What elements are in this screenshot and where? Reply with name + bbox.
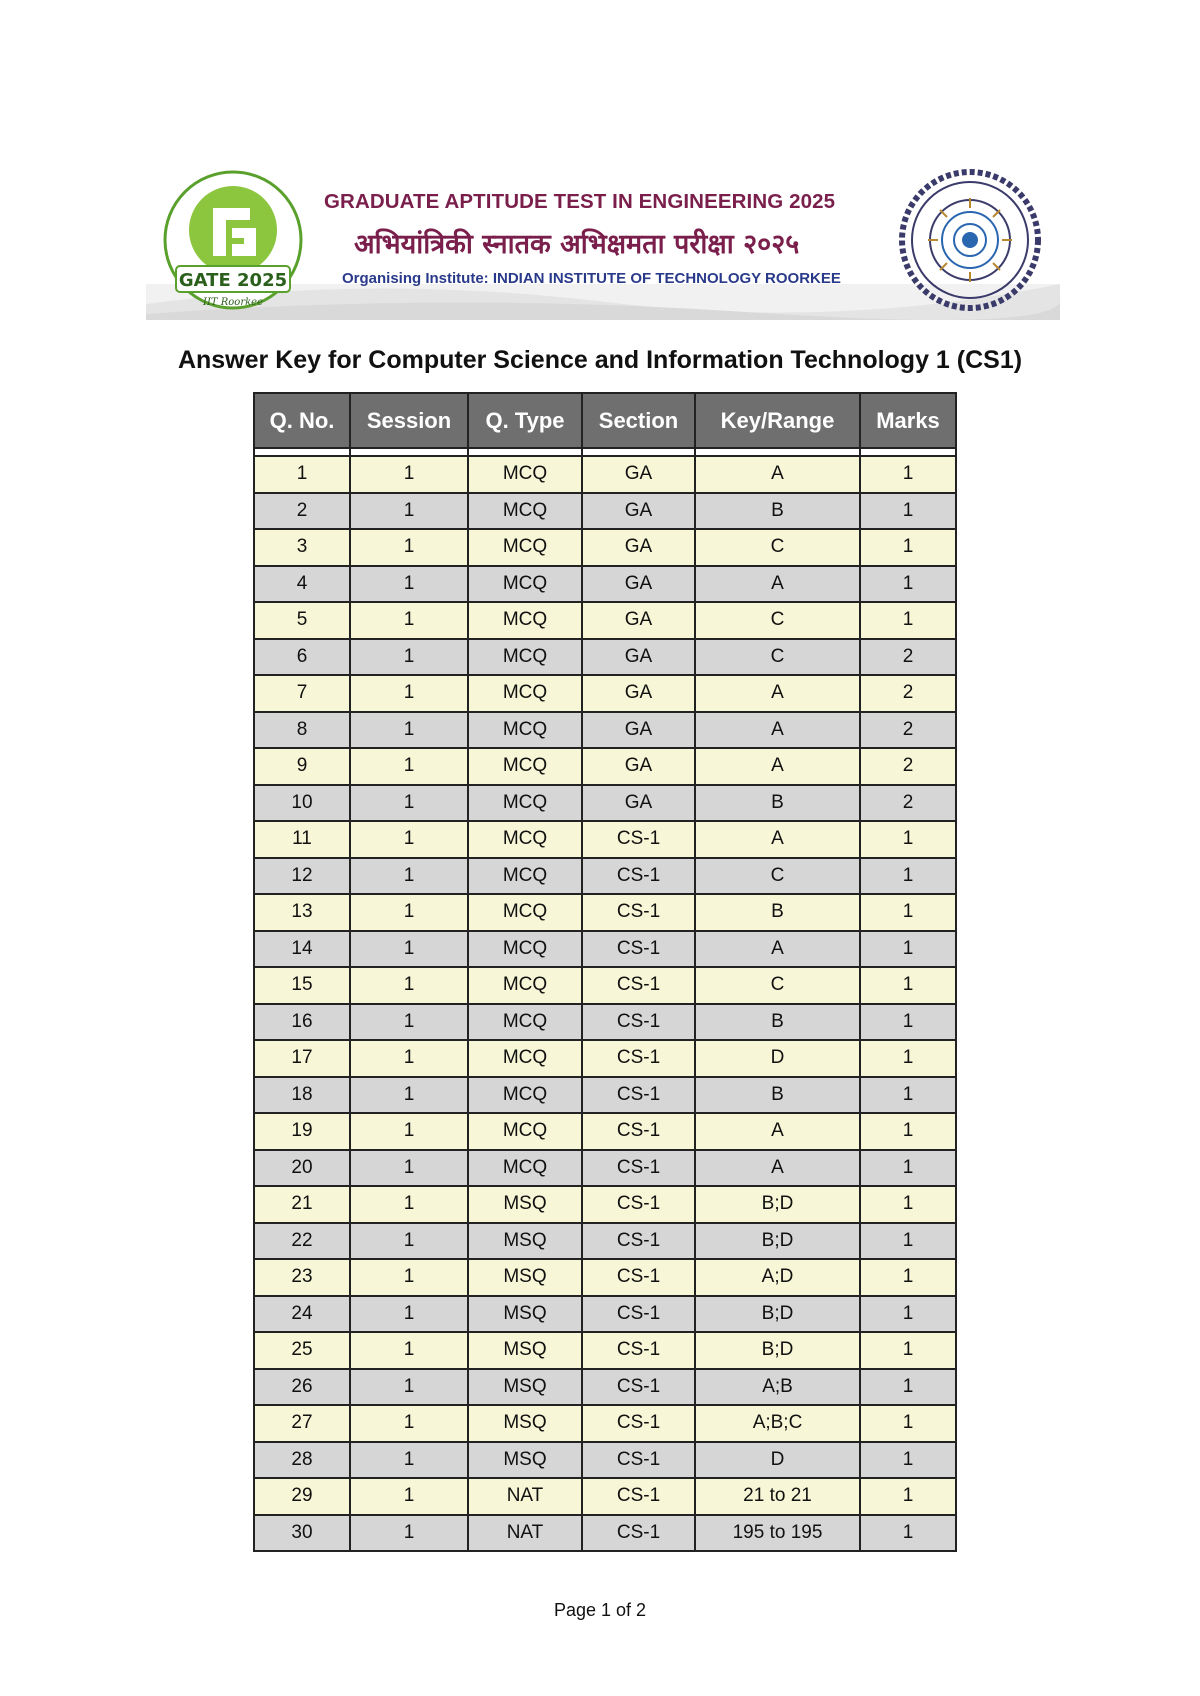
cell-marks: 2	[860, 785, 956, 822]
cell-section: GA	[582, 712, 695, 749]
cell-section: CS-1	[582, 858, 695, 895]
cell-session: 1	[350, 967, 468, 1004]
cell-session: 1	[350, 529, 468, 566]
cell-q-no: 26	[254, 1369, 350, 1406]
cell-section: CS-1	[582, 1259, 695, 1296]
cell-q-no: 3	[254, 529, 350, 566]
cell-marks: 1	[860, 821, 956, 858]
cell-section: CS-1	[582, 1442, 695, 1479]
cell-q-type: MSQ	[468, 1223, 582, 1260]
table-row	[254, 1004, 956, 1041]
table-row	[254, 602, 956, 639]
cell-section: CS-1	[582, 931, 695, 968]
cell-session: 1	[350, 493, 468, 530]
table-row	[254, 1113, 956, 1150]
table-row	[254, 1040, 956, 1077]
cell-key-range: C	[695, 858, 860, 895]
cell-q-no: 6	[254, 639, 350, 676]
cell-key-range: A	[695, 821, 860, 858]
cell-q-type: MCQ	[468, 602, 582, 639]
cell-marks: 1	[860, 1186, 956, 1223]
cell-section: GA	[582, 493, 695, 530]
cell-q-no: 22	[254, 1223, 350, 1260]
cell-session: 1	[350, 931, 468, 968]
cell-section: CS-1	[582, 1077, 695, 1114]
cell-marks: 1	[860, 967, 956, 1004]
cell-q-no: 4	[254, 566, 350, 603]
cell-marks: 1	[860, 1332, 956, 1369]
cell-q-no: 15	[254, 967, 350, 1004]
cell-q-no: 7	[254, 675, 350, 712]
cell-session: 1	[350, 1442, 468, 1479]
cell-q-type: MCQ	[468, 858, 582, 895]
table-row	[254, 1405, 956, 1442]
cell-session: 1	[350, 675, 468, 712]
answer-key-table	[253, 392, 957, 1552]
cell-session: 1	[350, 1150, 468, 1187]
header-session: Session	[350, 393, 468, 448]
gate-logo-text: GATE 2025	[178, 270, 288, 291]
cell-q-type: MSQ	[468, 1405, 582, 1442]
table-row	[254, 493, 956, 530]
cell-q-type: MSQ	[468, 1442, 582, 1479]
cell-marks: 1	[860, 931, 956, 968]
cell-q-type: MCQ	[468, 967, 582, 1004]
cell-session: 1	[350, 821, 468, 858]
cell-q-no: 5	[254, 602, 350, 639]
cell-session: 1	[350, 1405, 468, 1442]
cell-q-no: 25	[254, 1332, 350, 1369]
cell-marks: 1	[860, 566, 956, 603]
cell-marks: 1	[860, 493, 956, 530]
cell-key-range: A	[695, 1113, 860, 1150]
cell-key-range: B	[695, 1004, 860, 1041]
gate-banner	[146, 164, 1060, 320]
cell-session: 1	[350, 1296, 468, 1333]
cell-key-range: B;D	[695, 1332, 860, 1369]
cell-section: GA	[582, 785, 695, 822]
cell-key-range: A;B	[695, 1369, 860, 1406]
cell-section: GA	[582, 529, 695, 566]
header-spacer	[254, 448, 956, 456]
cell-session: 1	[350, 1332, 468, 1369]
banner-organiser: Organising Institute: INDIAN INSTITUTE OF TECHNOLOGY ROORKEE	[342, 270, 841, 287]
cell-q-no: 20	[254, 1150, 350, 1187]
cell-key-range: B	[695, 894, 860, 931]
cell-session: 1	[350, 456, 468, 493]
cell-q-no: 1	[254, 456, 350, 493]
cell-q-no: 23	[254, 1259, 350, 1296]
cell-q-no: 11	[254, 821, 350, 858]
cell-marks: 1	[860, 529, 956, 566]
cell-key-range: A	[695, 712, 860, 749]
cell-key-range: D	[695, 1442, 860, 1479]
cell-session: 1	[350, 639, 468, 676]
cell-section: GA	[582, 748, 695, 785]
cell-key-range: B;D	[695, 1223, 860, 1260]
table-row	[254, 1223, 956, 1260]
cell-section: GA	[582, 602, 695, 639]
cell-section: CS-1	[582, 894, 695, 931]
cell-q-type: MCQ	[468, 1040, 582, 1077]
cell-q-no: 10	[254, 785, 350, 822]
table-row	[254, 675, 956, 712]
cell-section: CS-1	[582, 1478, 695, 1515]
cell-section: GA	[582, 675, 695, 712]
cell-section: CS-1	[582, 1150, 695, 1187]
cell-session: 1	[350, 566, 468, 603]
cell-q-type: MCQ	[468, 639, 582, 676]
cell-session: 1	[350, 1004, 468, 1041]
cell-marks: 1	[860, 1296, 956, 1333]
table-row	[254, 566, 956, 603]
cell-q-no: 14	[254, 931, 350, 968]
cell-key-range: B	[695, 493, 860, 530]
table-row	[254, 456, 956, 493]
table-row	[254, 748, 956, 785]
cell-marks: 1	[860, 1515, 956, 1552]
table-row	[254, 1442, 956, 1479]
cell-session: 1	[350, 1515, 468, 1552]
cell-q-no: 16	[254, 1004, 350, 1041]
cell-key-range: B;D	[695, 1296, 860, 1333]
cell-marks: 1	[860, 1113, 956, 1150]
cell-q-no: 8	[254, 712, 350, 749]
cell-section: CS-1	[582, 1296, 695, 1333]
gate-logo-icon	[158, 168, 308, 316]
table-row	[254, 1332, 956, 1369]
cell-marks: 1	[860, 1478, 956, 1515]
table-row	[254, 639, 956, 676]
cell-marks: 2	[860, 748, 956, 785]
header-section: Section	[582, 393, 695, 448]
cell-session: 1	[350, 1077, 468, 1114]
cell-key-range: A;B;C	[695, 1405, 860, 1442]
cell-key-range: A	[695, 931, 860, 968]
cell-session: 1	[350, 602, 468, 639]
cell-key-range: A	[695, 456, 860, 493]
table-row	[254, 858, 956, 895]
cell-key-range: 195 to 195	[695, 1515, 860, 1552]
cell-q-no: 12	[254, 858, 350, 895]
cell-q-type: MSQ	[468, 1186, 582, 1223]
table-row	[254, 967, 956, 1004]
cell-marks: 1	[860, 858, 956, 895]
cell-q-type: MCQ	[468, 1113, 582, 1150]
table-row	[254, 821, 956, 858]
cell-q-type: NAT	[468, 1515, 582, 1552]
cell-section: CS-1	[582, 1040, 695, 1077]
cell-q-no: 19	[254, 1113, 350, 1150]
cell-key-range: C	[695, 639, 860, 676]
cell-section: CS-1	[582, 1113, 695, 1150]
table-row	[254, 1369, 956, 1406]
cell-section: CS-1	[582, 1515, 695, 1552]
table-row	[254, 529, 956, 566]
cell-marks: 1	[860, 1004, 956, 1041]
cell-q-type: MSQ	[468, 1259, 582, 1296]
cell-session: 1	[350, 712, 468, 749]
cell-q-no: 29	[254, 1478, 350, 1515]
table-row	[254, 1515, 956, 1552]
cell-session: 1	[350, 1478, 468, 1515]
banner-title: GRADUATE APTITUDE TEST IN ENGINEERING 2025	[324, 190, 836, 213]
banner-hindi-title: अभियांत्रिकी स्नातक अभिक्षमता परीक्षा २०२५	[354, 229, 800, 260]
cell-q-type: MCQ	[468, 675, 582, 712]
cell-marks: 1	[860, 1259, 956, 1296]
cell-key-range: B	[695, 1077, 860, 1114]
cell-key-range: C	[695, 602, 860, 639]
cell-session: 1	[350, 1259, 468, 1296]
cell-q-no: 9	[254, 748, 350, 785]
cell-marks: 1	[860, 1040, 956, 1077]
cell-q-no: 27	[254, 1405, 350, 1442]
cell-q-type: MSQ	[468, 1369, 582, 1406]
cell-section: CS-1	[582, 821, 695, 858]
cell-key-range: B	[695, 785, 860, 822]
cell-q-type: MCQ	[468, 931, 582, 968]
cell-q-no: 13	[254, 894, 350, 931]
table-row	[254, 1478, 956, 1515]
cell-key-range: A;D	[695, 1259, 860, 1296]
cell-section: CS-1	[582, 1369, 695, 1406]
table-header-row	[254, 393, 956, 448]
table-row	[254, 1077, 956, 1114]
cell-section: GA	[582, 639, 695, 676]
cell-q-no: 24	[254, 1296, 350, 1333]
cell-key-range: A	[695, 675, 860, 712]
cell-q-type: MSQ	[468, 1296, 582, 1333]
cell-q-type: MCQ	[468, 748, 582, 785]
cell-q-type: MCQ	[468, 1077, 582, 1114]
cell-session: 1	[350, 785, 468, 822]
cell-section: CS-1	[582, 1405, 695, 1442]
cell-q-no: 18	[254, 1077, 350, 1114]
table-row	[254, 1259, 956, 1296]
cell-section: CS-1	[582, 1004, 695, 1041]
cell-marks: 2	[860, 639, 956, 676]
cell-q-no: 28	[254, 1442, 350, 1479]
iit-roorkee-seal-icon	[898, 168, 1042, 312]
cell-key-range: D	[695, 1040, 860, 1077]
cell-marks: 1	[860, 1077, 956, 1114]
cell-section: GA	[582, 456, 695, 493]
cell-section: CS-1	[582, 967, 695, 1004]
table-row	[254, 1186, 956, 1223]
cell-key-range: 21 to 21	[695, 1478, 860, 1515]
cell-session: 1	[350, 894, 468, 931]
cell-marks: 1	[860, 602, 956, 639]
cell-session: 1	[350, 1186, 468, 1223]
table-row	[254, 931, 956, 968]
document-title: Answer Key for Computer Science and Information Technology 1 (CS1)	[177, 346, 1023, 374]
cell-q-no: 30	[254, 1515, 350, 1552]
gate-logo-subtext: IIT Roorkee	[203, 297, 263, 308]
cell-marks: 1	[860, 894, 956, 931]
cell-section: GA	[582, 566, 695, 603]
cell-section: CS-1	[582, 1332, 695, 1369]
cell-marks: 1	[860, 456, 956, 493]
table-row	[254, 1296, 956, 1333]
cell-session: 1	[350, 748, 468, 785]
table-row	[254, 894, 956, 931]
cell-q-type: MCQ	[468, 821, 582, 858]
cell-key-range: A	[695, 1150, 860, 1187]
table-row	[254, 785, 956, 822]
cell-key-range: B;D	[695, 1186, 860, 1223]
cell-session: 1	[350, 858, 468, 895]
cell-q-type: MCQ	[468, 712, 582, 749]
cell-marks: 1	[860, 1369, 956, 1406]
cell-session: 1	[350, 1040, 468, 1077]
cell-key-range: A	[695, 566, 860, 603]
cell-marks: 2	[860, 712, 956, 749]
page-footer: Page 1 of 2	[553, 1600, 647, 1620]
header-marks: Marks	[860, 393, 956, 448]
cell-key-range: C	[695, 529, 860, 566]
table-row	[254, 712, 956, 749]
cell-marks: 1	[860, 1442, 956, 1479]
cell-q-type: MCQ	[468, 529, 582, 566]
answer-key-body	[254, 448, 956, 1551]
cell-q-type: MCQ	[468, 1150, 582, 1187]
cell-q-type: MCQ	[468, 456, 582, 493]
cell-marks: 1	[860, 1150, 956, 1187]
cell-session: 1	[350, 1113, 468, 1150]
cell-section: CS-1	[582, 1223, 695, 1260]
cell-q-no: 2	[254, 493, 350, 530]
cell-session: 1	[350, 1223, 468, 1260]
cell-marks: 1	[860, 1223, 956, 1260]
cell-marks: 2	[860, 675, 956, 712]
cell-key-range: C	[695, 967, 860, 1004]
cell-q-type: MCQ	[468, 1004, 582, 1041]
cell-q-type: MCQ	[468, 785, 582, 822]
header-q-no: Q. No.	[254, 393, 350, 448]
cell-marks: 1	[860, 1405, 956, 1442]
cell-q-type: MCQ	[468, 566, 582, 603]
cell-q-no: 21	[254, 1186, 350, 1223]
cell-section: CS-1	[582, 1186, 695, 1223]
cell-q-type: MCQ	[468, 894, 582, 931]
cell-session: 1	[350, 1369, 468, 1406]
cell-q-type: MCQ	[468, 493, 582, 530]
cell-q-type: MSQ	[468, 1332, 582, 1369]
cell-q-no: 17	[254, 1040, 350, 1077]
cell-q-type: NAT	[468, 1478, 582, 1515]
table-row	[254, 1150, 956, 1187]
header-q-type: Q. Type	[468, 393, 582, 448]
header-key-range: Key/Range	[695, 393, 860, 448]
cell-key-range: A	[695, 748, 860, 785]
